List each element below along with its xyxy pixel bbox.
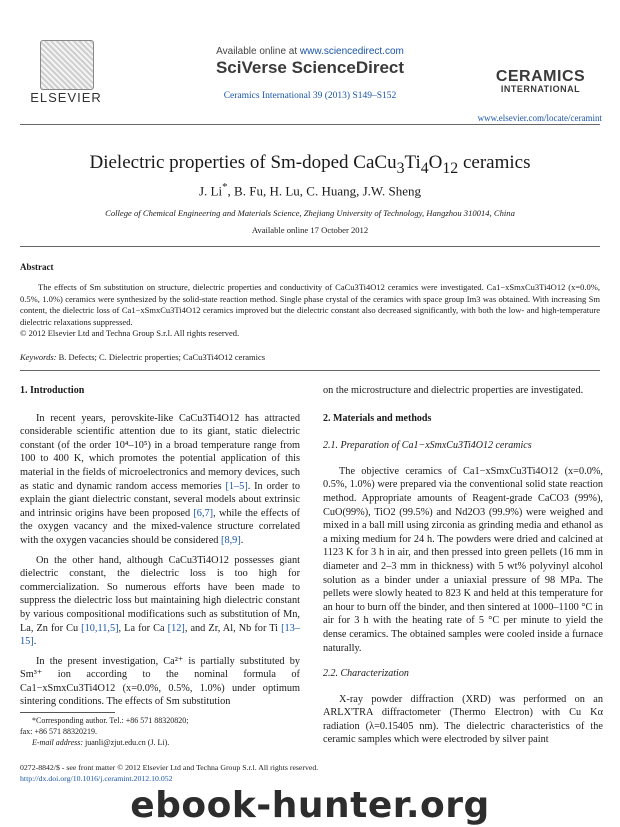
front-matter-line: 0272-8842/$ - see front matter © 2012 Elsevier Ltd and Techna Group S.r.l. All rights reserved. <box>20 763 319 772</box>
author-list <box>0 181 620 199</box>
footnote-fax: fax: +86 571 88320219. <box>20 726 97 736</box>
watermark: ebook-hunter.org <box>130 785 490 826</box>
preparation-paragraph: The objective ceramics of Ca1−xSmxCu3Ti4O12 (x=0.0%, 0.5%, 1.0%) were prepared via the conventional solid state reaction method. Appropriate amounts of Reagent-grade CaCO3 (99%), CuO(99%), TiO2 (99.5%) and Nd2O3 (99.9%) were weighed and mixed in a ball mill using zirconia as grinding media and ethanol as a mixing medium for 24 h. The powders were dried and calcined at 1123 K for 3 h in air, and then pressed into green pellets (16 mm in diameter and 2–3 mm in thickness) with 5 wt% polyvinyl alcohol solution as a binder under a uniaxial pressure of 98 MPa. The pellets were slowly heated to 823 K and held at this temperature for an hour to burn off the binder, and then sintered at 1000–1100 °C in air for 3 h with the heating rate of 5 °C per minute to yield the dense ceramics. The obtained samples were cooled inside a furnace naturally. <box>323 465 603 654</box>
intro-paragraph-3: In the present investigation, Ca²⁺ is partially substituted by Sm³⁺ ion according to the nominal formula of Ca1−xSmxCu3Ti4O12 (x=0.0%, 0.5%, 1.0%) under optimum sintering conditions. The effects of Sm substitution <box>20 655 300 708</box>
citation-link[interactable]: [6,7] <box>193 507 214 519</box>
citation-link[interactable]: [10,11,5] <box>81 622 119 634</box>
keywords <box>20 352 265 362</box>
page-footer <box>20 763 490 784</box>
subsection-characterization-heading: 2.2. Characterization <box>323 668 409 680</box>
journal-logo-line2: INTERNATIONAL <box>500 84 581 94</box>
doi-link[interactable]: http://dx.doi.org/10.1016/j.ceramint.2012.10.052 <box>20 773 173 783</box>
intro-paragraph-continued: on the microstructure and dielectric properties are investigated. <box>323 385 584 396</box>
email-label: E-mail address: <box>32 737 84 747</box>
keywords-text: B. Defects; C. Dielectric properties; CaCu3Ti4O12 ceramics <box>58 352 266 362</box>
subsection-preparation-heading: 2.1. Preparation of Ca1−xSmxCu3Ti4O12 ceramics <box>323 440 532 452</box>
citation-link[interactable]: [8,9] <box>221 534 241 546</box>
footnote-rule <box>20 712 115 713</box>
intro-paragraph-1: In recent years, perovskite-like CaCu3Ti4O12 has attracted considerable scientific attention due to its giant, static dielectric constant (of the order 10⁴–10⁵) in a broad temperature range from 100 to 400 K, which promotes the potential application of this material in the fields of microelectronics and memory devices, such as static and dynamic random access memories [1–5]. In order to explain the giant dielectric constant, several models about extrinsic and intrinsic origins have been proposed [6,7], while the effects of the oxygen vacancy and the mixed-valence structure correlated with the oxygen vacancies should be considered [8,9]. <box>20 412 300 546</box>
article-title: Dielectric properties of Sm-doped $CaCu_3Ti_4O_{12}$ ceramics <box>89 152 531 177</box>
journal-logo <box>478 68 603 94</box>
header-rule <box>20 124 600 125</box>
abstract-heading: Abstract <box>20 262 54 272</box>
corresponding-author[interactable]: J. Li <box>199 183 223 199</box>
journal-reference-link[interactable]: Ceramics International 39 (2013) S149–S152 <box>223 91 397 101</box>
abstract-bottom-rule <box>20 370 600 371</box>
citation-link[interactable]: [13–15] <box>20 622 300 648</box>
section-introduction-heading: 1. Introduction <box>20 385 85 396</box>
section-methods-heading: 2. Materials and methods <box>323 412 432 424</box>
left-column <box>20 384 300 715</box>
abstract-copyright: © 2012 Elsevier Ltd and Techna Group S.r.l. All rights reserved. <box>20 328 240 338</box>
other-authors: , B. Fu, H. Lu, C. Huang, J.W. Sheng <box>227 183 421 199</box>
journal-homepage-link[interactable]: www.elsevier.com/locate/ceramint <box>477 113 602 123</box>
email-link[interactable]: juanli@zjut.edu.cn (J. Li). <box>83 737 170 747</box>
footnote-tel: *Corresponding author. Tel.: +86 571 88320820; <box>32 716 189 725</box>
affiliation: College of Chemical Engineering and Materials Science, Zhejiang University of Technology, Hangzhou 310014, China <box>105 208 515 218</box>
available-online-date: Available online 17 October 2012 <box>251 225 369 235</box>
available-prefix: Available online at <box>216 46 300 57</box>
platform-name: SciVerse ScienceDirect <box>215 58 405 77</box>
journal-logo-line1: CERAMICS <box>495 68 586 85</box>
publisher-name: ELSEVIER <box>30 90 102 105</box>
citation-link[interactable]: [1–5] <box>225 480 248 492</box>
abstract-top-rule <box>20 246 600 247</box>
intro-paragraph-2: On the other hand, although CaCu3Ti4O12 possesses giant dielectric constant, the dielectric loss is too high for commercialization. So numerous efforts have been made to suppress the dielectric loss but maintaining high dielectric constant by various compositional modifications such as substitution of Mn, La, Zn for Cu [10,11,5], La for Ca [12], and Zr, Al, Nb for Ti [13–15]. <box>20 554 300 648</box>
available-online-line <box>0 46 620 57</box>
abstract-text: The effects of Sm substitution on structure, dielectric properties and conductivity of CaCu3Ti4O12 ceramics were investigated. Ca1−xSmxCu3Ti4O12 (x=0.0%, 0.5%, 1.0%) ceramics were synthesized by the solid-state reaction method. Single phase crystal of the ceramics with space group Im3 was obtained. With increasing Sm content, the dielectric loss of Ca1−xSmxCu3Ti4O12 ceramics improved but the dielectric constant also decreased significantly, with both the low- and high-temperature dielectric relaxations suppressed. <box>20 282 600 327</box>
sciencedirect-link[interactable]: www.sciencedirect.com <box>299 46 404 57</box>
keywords-label: Keywords: <box>20 352 57 362</box>
right-column <box>323 384 603 753</box>
characterization-paragraph: X-ray powder diffraction (XRD) was performed on an ARLX'TRA diffractometer (Thermo Electron) with Cu Kα radiation (λ=0.15405 nm). The dielectric characteristics of the ceramic samples which were electroded by silver paint <box>323 693 603 746</box>
abstract-body <box>20 282 600 340</box>
citation-link[interactable]: [12] <box>167 622 185 634</box>
corresponding-author-footnote <box>20 716 300 748</box>
author-mark: * <box>222 181 228 193</box>
